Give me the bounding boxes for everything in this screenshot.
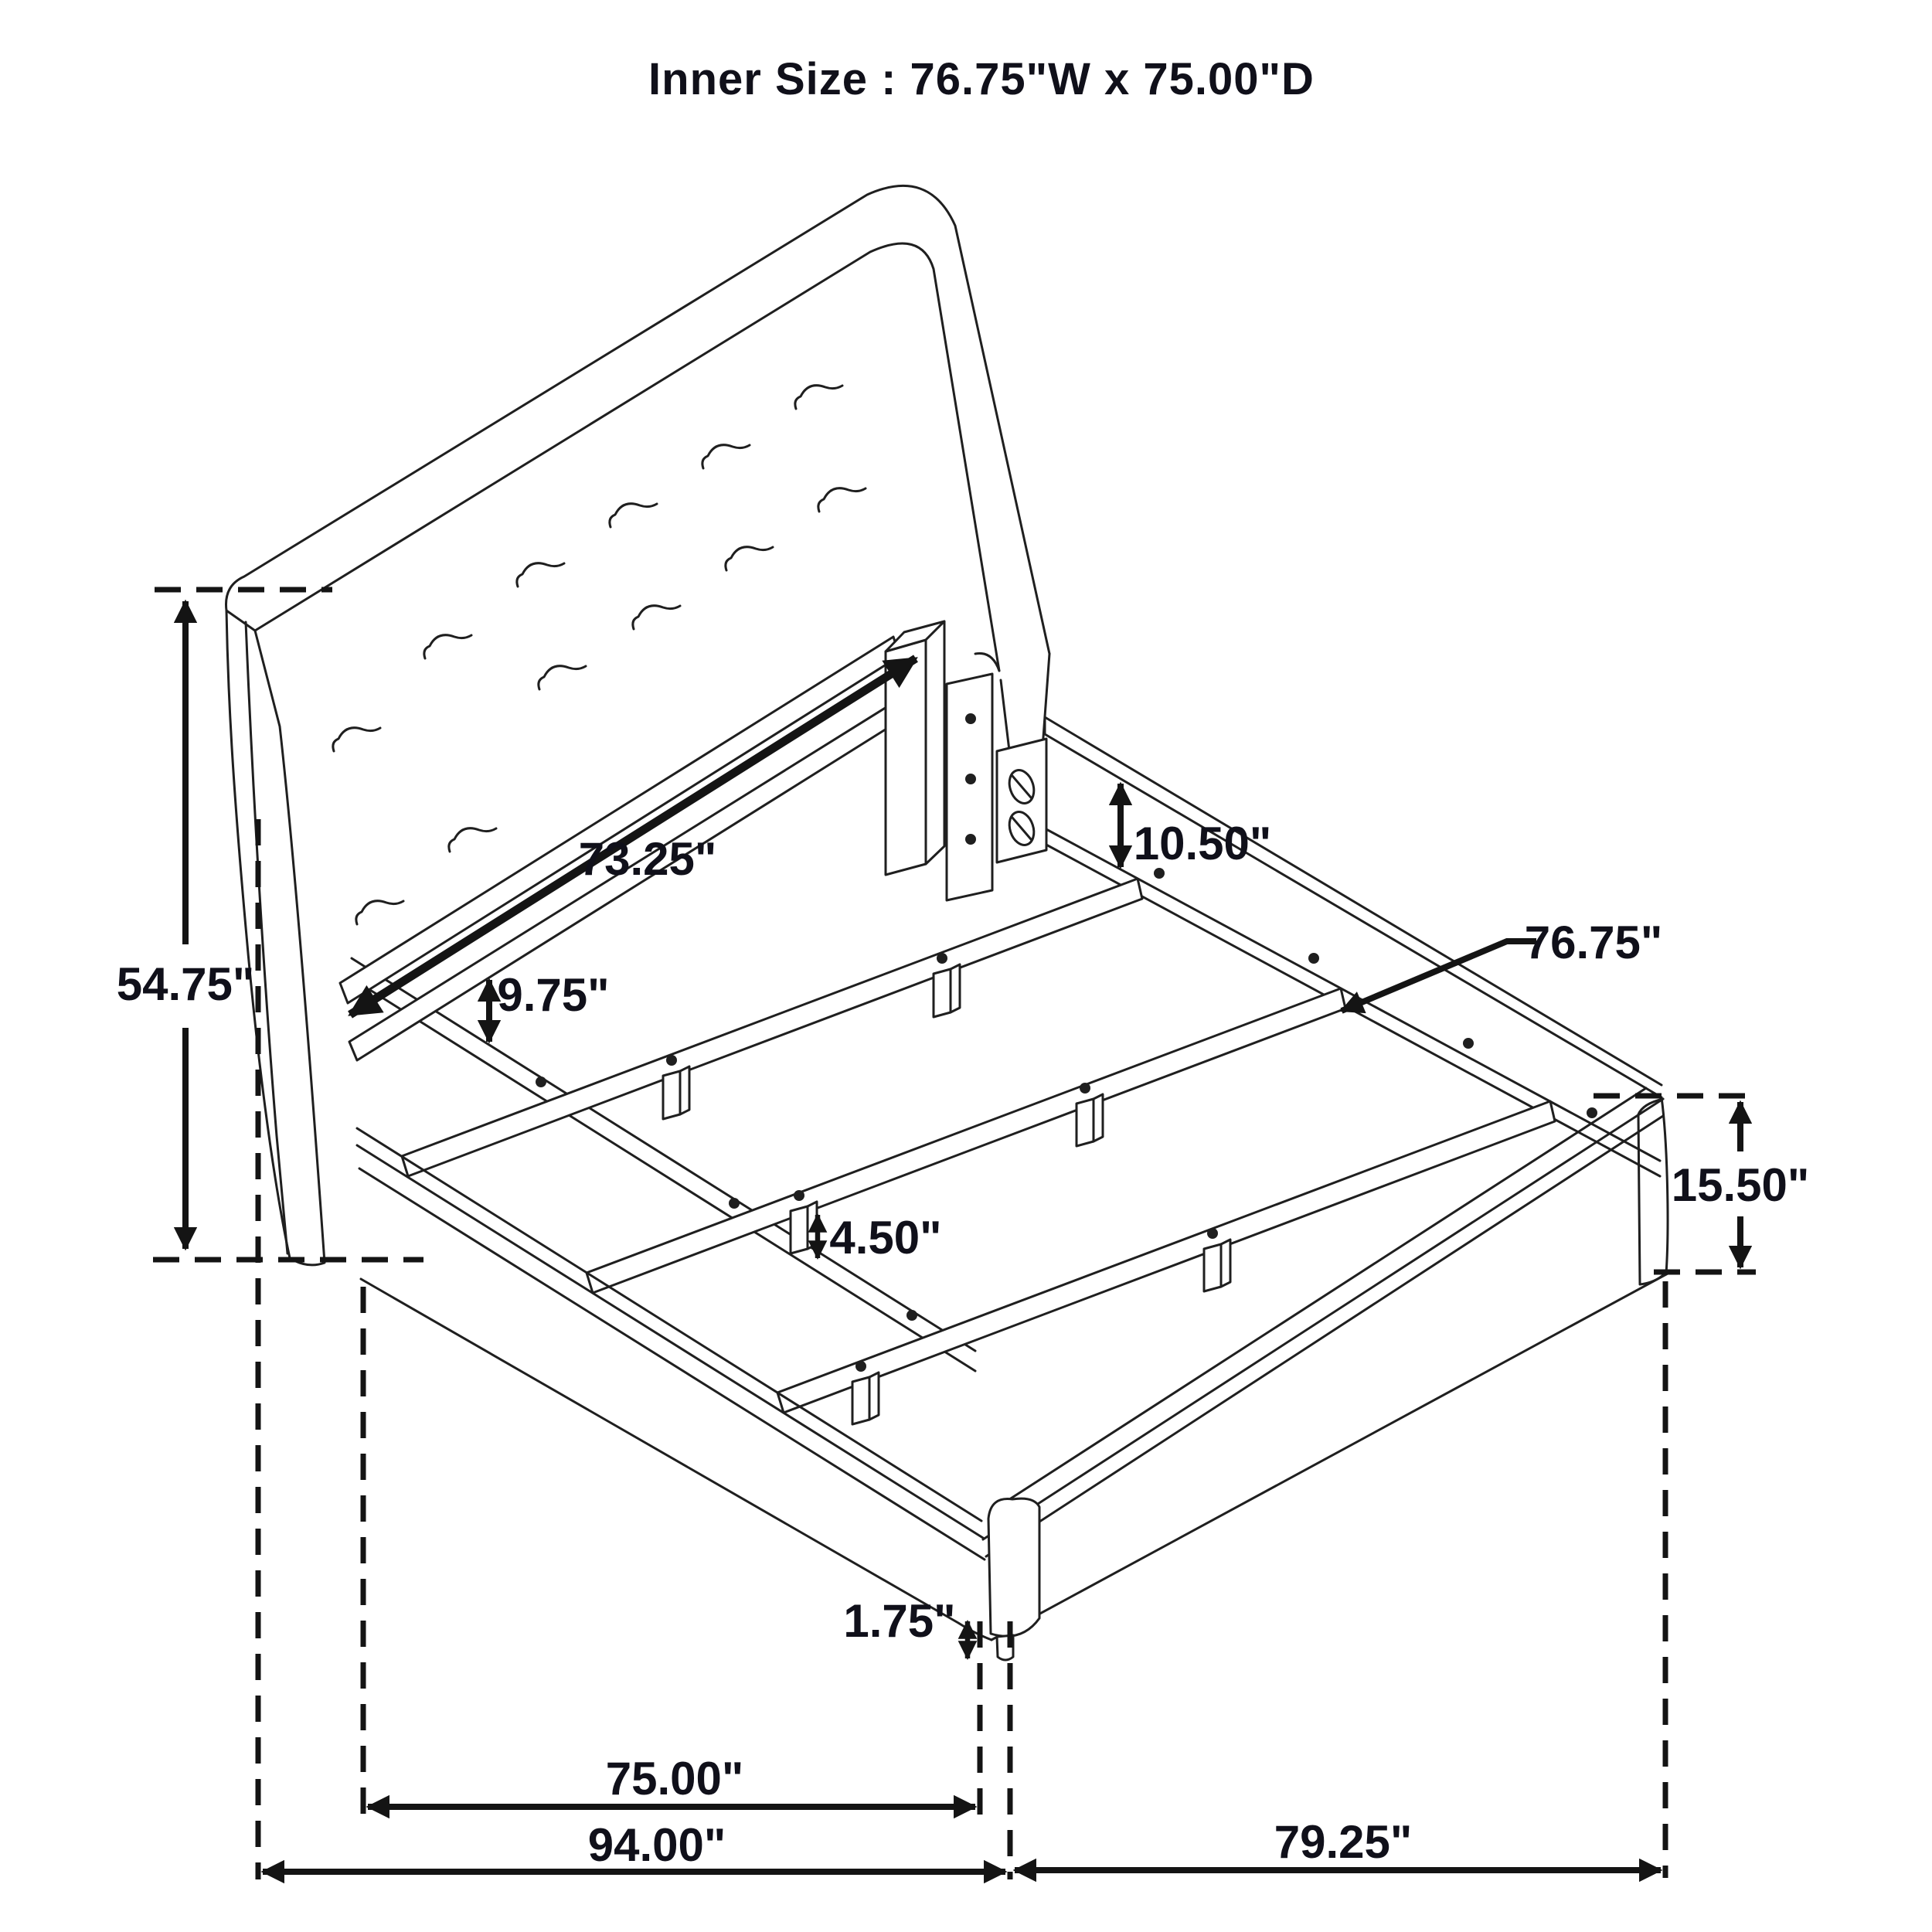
dim-label-footboard-height: 15.50": [1671, 1159, 1810, 1211]
dim-label-support-leg-height: 4.50": [829, 1212, 942, 1264]
footboard-right-corner: [1638, 1097, 1668, 1284]
diagram-title: Inner Size : 76.75"W x 75.00"D: [648, 54, 1315, 104]
dim-label-headboard-bar-width: 73.25": [578, 833, 717, 885]
center-support-rails: [402, 879, 1555, 1424]
dim-label-headboard-panel-offset: 9.75": [497, 969, 610, 1021]
dim-label-foot-glide-height: 1.75": [843, 1595, 956, 1647]
front-corner-post: [988, 1498, 1039, 1660]
dim-label-overall-depth: 94.00": [587, 1819, 726, 1871]
dim-label-side-rail-height: 10.50": [1133, 818, 1272, 869]
rail-bracket: [947, 674, 1046, 900]
headboard-left-wing: [226, 611, 325, 1265]
dim-label-inner-depth: 75.00": [605, 1753, 744, 1804]
dim-label-overall-width: 79.25": [1274, 1816, 1413, 1868]
dim-label-center-rail-length: 76.75": [1524, 917, 1663, 968]
dim-label-headboard-height: 54.75": [116, 958, 255, 1010]
bed-base: [357, 1088, 1668, 1660]
